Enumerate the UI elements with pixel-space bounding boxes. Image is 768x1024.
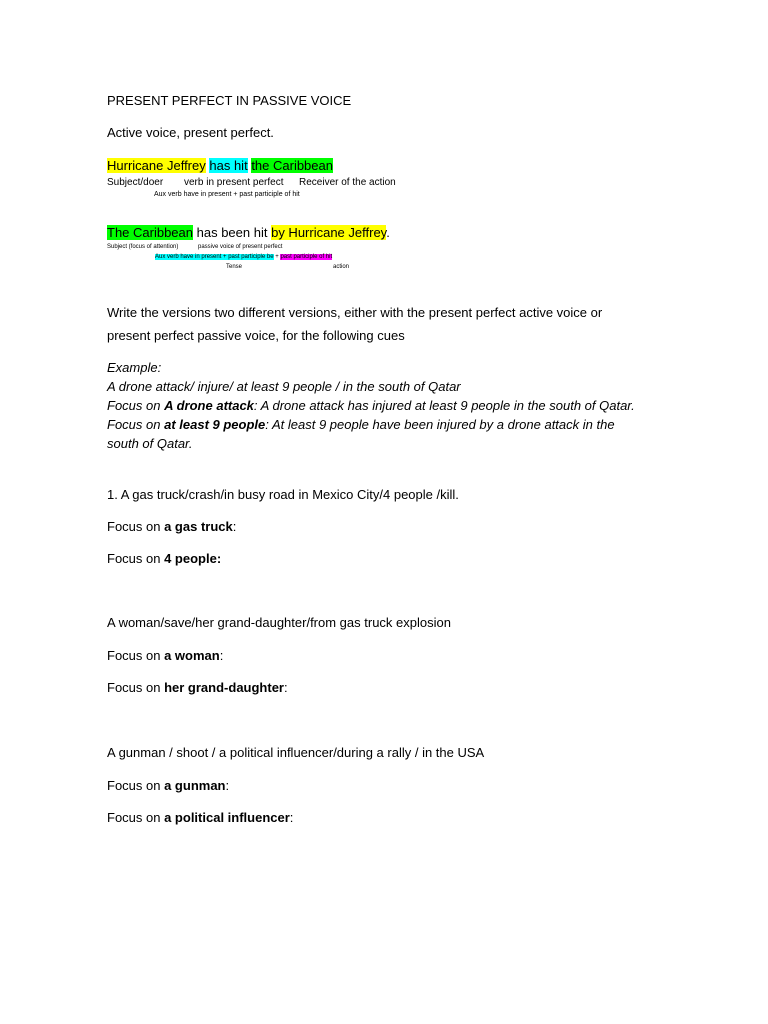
label-passive-aux bbox=[155, 253, 332, 261]
label-passive-voice: passive voice of present perfect bbox=[198, 244, 283, 250]
focus-bold: 4 people: bbox=[164, 551, 222, 566]
focus-bold: a gas truck bbox=[164, 519, 233, 534]
focus-prefix: Focus on bbox=[107, 417, 165, 432]
exercise-1-focus-b bbox=[107, 550, 221, 568]
label-subject-doer: Subject/doer bbox=[107, 177, 164, 188]
focus-prefix: Focus on bbox=[107, 680, 165, 695]
focus-bold: a woman bbox=[164, 648, 220, 663]
label-action: action bbox=[333, 264, 350, 270]
example-focus-2-continued: south of Qatar. bbox=[107, 436, 193, 451]
focus-colon: : bbox=[225, 778, 230, 793]
page-title: PRESENT PERFECT IN PASSIVE VOICE bbox=[107, 93, 352, 108]
label-tense: Tense bbox=[226, 264, 243, 270]
focus-prefix: Focus on bbox=[107, 648, 165, 663]
focus-prefix: Focus on bbox=[107, 398, 165, 413]
active-subject: Hurricane Jeffrey bbox=[107, 158, 206, 173]
passive-verb: has been hit bbox=[196, 225, 268, 240]
label-receiver: Receiver of the action bbox=[299, 177, 396, 188]
focus-1-bold: A drone attack bbox=[164, 398, 254, 413]
exercise-2-focus-b bbox=[107, 679, 288, 697]
exercise-1-focus-a bbox=[107, 518, 236, 536]
example-cue: A drone attack/ injure/ at least 9 people / in the south of Qatar bbox=[107, 379, 461, 394]
label-aux-highlight: Aux verb have in present + past participle be bbox=[155, 254, 274, 260]
passive-period: . bbox=[386, 225, 390, 240]
focus-prefix: Focus on bbox=[107, 810, 165, 825]
example-focus-1 bbox=[107, 397, 635, 415]
exercise-3-cue: A gunman / shoot / a political influencer/during a rally / in the USA bbox=[107, 745, 485, 760]
label-verb-present-perfect: verb in present perfect bbox=[184, 177, 284, 188]
focus-2-answer: : At least 9 people have been injured by a drone attack in the bbox=[265, 417, 615, 432]
focus-1-answer: : A drone attack has injured at least 9 people in the south of Qatar. bbox=[253, 398, 635, 413]
instructions-line-2: present perfect passive voice, for the following cues bbox=[107, 328, 405, 343]
focus-prefix: Focus on bbox=[107, 519, 165, 534]
passive-agent: by Hurricane Jeffrey bbox=[271, 225, 387, 240]
focus-prefix: Focus on bbox=[107, 778, 165, 793]
exercise-3-focus-b bbox=[107, 809, 293, 827]
active-object: the Caribbean bbox=[251, 158, 333, 173]
passive-subject: The Caribbean bbox=[107, 225, 193, 240]
active-voice-heading: Active voice, present perfect. bbox=[107, 125, 274, 140]
focus-2-bold: at least 9 people bbox=[164, 417, 266, 432]
focus-bold: her grand-daughter bbox=[164, 680, 284, 695]
exercise-3-focus-a bbox=[107, 777, 229, 795]
focus-colon: : bbox=[232, 519, 237, 534]
focus-bold: a political influencer bbox=[164, 810, 290, 825]
label-aux-active: Aux verb have in present + past participle of hit bbox=[154, 191, 300, 198]
focus-bold: a gunman bbox=[164, 778, 226, 793]
focus-colon: : bbox=[284, 680, 288, 695]
passive-example-sentence bbox=[107, 224, 390, 242]
focus-colon: : bbox=[219, 648, 224, 663]
exercise-2-focus-a bbox=[107, 647, 223, 665]
active-example-sentence bbox=[107, 157, 333, 175]
focus-colon: : bbox=[289, 810, 294, 825]
label-past-participle-hit: past participle of hit bbox=[280, 254, 333, 260]
label-plus: + bbox=[275, 254, 279, 260]
exercise-1-cue: 1. A gas truck/crash/in busy road in Mexico City/4 people /kill. bbox=[107, 487, 459, 502]
focus-prefix: Focus on bbox=[107, 551, 165, 566]
example-label: Example: bbox=[107, 360, 162, 375]
label-passive-subject: Subject (focus of attention) bbox=[107, 244, 179, 250]
exercise-2-cue: A woman/save/her grand-daughter/from gas truck explosion bbox=[107, 615, 451, 630]
instructions-line-1: Write the versions two different versions, either with the present perfect active voice or bbox=[107, 305, 603, 320]
active-verb: has hit bbox=[209, 158, 248, 173]
example-focus-2 bbox=[107, 416, 615, 434]
